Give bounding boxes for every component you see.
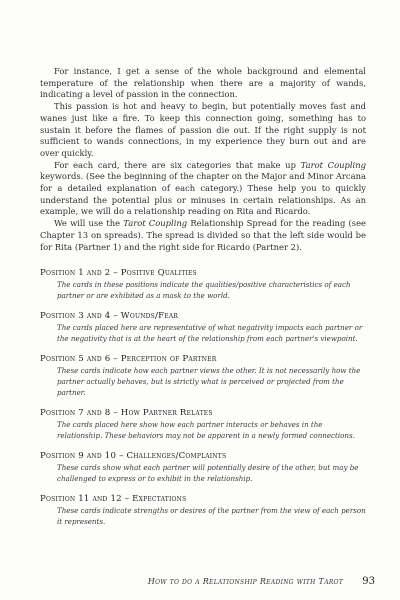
running-footer-title: How to do a Relationship Reading with Tarot [147, 577, 344, 586]
position-description: The cards placed here show how each partner interacts or behaves in the relationship. These behaviors may not be apparent in a newly formed connections. [57, 420, 355, 440]
intro-text [40, 66, 366, 253]
position-item [40, 450, 366, 484]
page-footer [40, 569, 375, 588]
position-title: Position 9 and 10 – Challenges/Complaints [40, 451, 227, 461]
paragraph-4-emphasis: Tarot Coupling [123, 218, 188, 229]
position-item [40, 493, 366, 527]
position-item [40, 267, 366, 301]
paragraph-4-text-a: We will use the [54, 218, 124, 229]
position-title: Position 7 and 8 – How Partner Relates [40, 408, 213, 418]
position-description: These cards show what each partner will potentially desire of the other, but may be challenged to express or to exhibit in the relationship. [57, 463, 359, 483]
paragraph-3 [40, 160, 366, 219]
position-item [40, 310, 366, 344]
position-description: The cards in these positions indicate the qualities/positive characteristics of each partner or are exhibited as a mask to the world. [57, 280, 351, 300]
paragraph-1: For instance, I get a sense of the whole background and elemental temperature of the relationship when there are a majority of wands, indicating a level of passion in the connection. [40, 66, 366, 100]
paragraph-3-text-b: keywords. (See the beginning of the chapter on the Major and Minor Arcana for a detailed explanation of each category.) These help you to quickly understand the potential plus or minuses in certain relationships. As an example, we will do a relationship reading on Rita and Ricardo. [40, 171, 367, 217]
paragraph-4 [40, 218, 366, 253]
paragraph-2: This passion is hot and heavy to begin, but potentially moves fast and wanes just like a fire. To keep this connection going, something has to sustain it before the flames of passion die out. If the right supply is not sufficient to wands connections, in my experience they burn out and are over quickly. [40, 101, 366, 158]
page-number: 93 [362, 576, 375, 587]
position-title: Position 3 and 4 – Wounds/Fear [40, 311, 179, 321]
position-title: Position 5 and 6 – Perception of Partner [40, 354, 217, 364]
paragraph-4-text-b: Relationship Spread for the reading (see Chapter 13 on spreads). The spread is divided so that the left side would be for Rita (Partner 1) and the right side for Ricardo (Partner 2). [40, 218, 366, 252]
position-list [40, 267, 366, 536]
position-description: These cards indicate strengths or desires of the partner from the view of each person it represents. [57, 506, 366, 526]
position-title: Position 11 and 12 – Expectations [40, 494, 187, 504]
position-description: These cards indicate how each partner views the other. It is not necessarily how the partner actually behaves, but is strictly what is perceived or projected from the partner. [57, 366, 361, 397]
paragraph-3-text-a: For each card, there are six categories that make up [54, 159, 301, 170]
paragraph-3-emphasis: Tarot Coupling [300, 159, 366, 170]
position-description: The cards placed here are representative of what negativity impacts each partner or the negativity that is at the heart of the relationship from each partner's viewpoint. [57, 323, 363, 343]
position-item [40, 353, 366, 398]
position-item [40, 407, 366, 441]
position-title: Position 1 and 2 – Positive Qualities [40, 268, 197, 278]
